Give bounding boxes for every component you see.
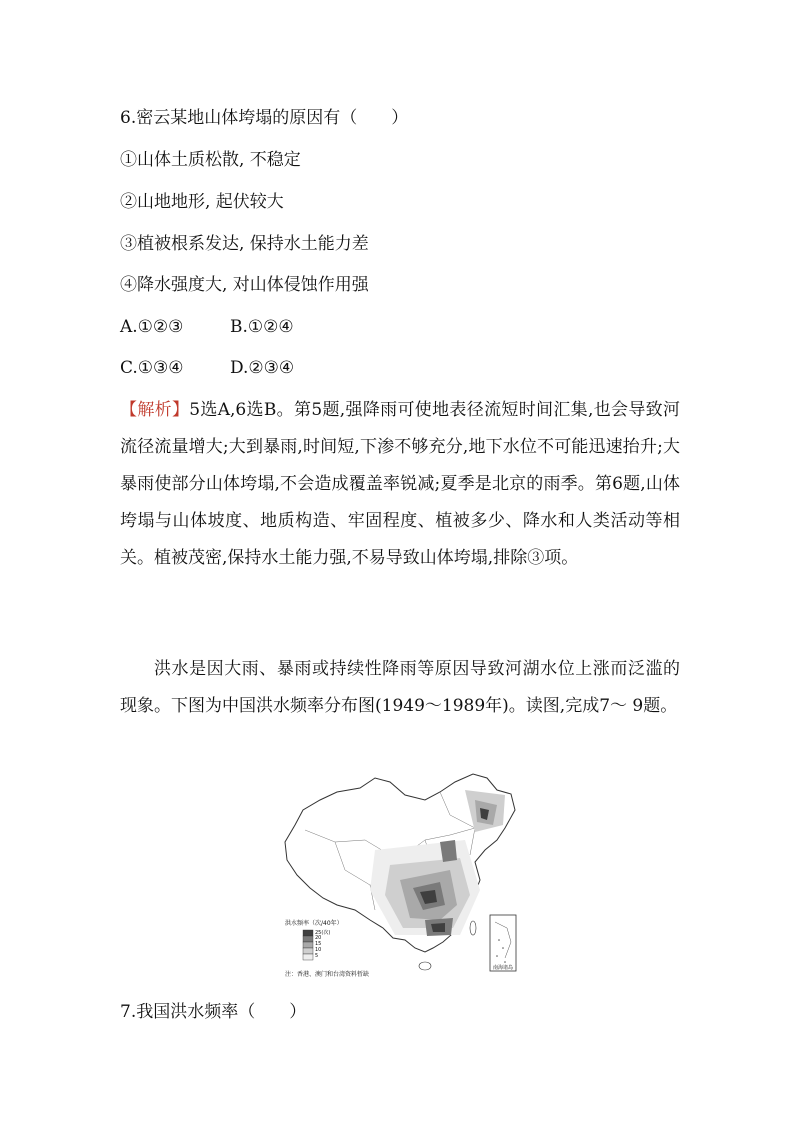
question-6-stem: 6.密云某地山体垮塌的原因有（ ） (120, 108, 409, 128)
frequency-region (440, 840, 457, 862)
legend-title: 洪水频率（次/40年） (285, 920, 343, 927)
legend-label-25: 25(次) (315, 930, 331, 936)
legend-swatch (303, 942, 313, 948)
legend-label-10: 10 (315, 947, 322, 953)
hainan-island (419, 962, 431, 970)
option-c[interactable]: C.①③④ (120, 358, 184, 378)
analysis-text: 5选A,6选B。第5题,强降雨可使地表径流短时间汇集,也会导致河流径流量增大;大到暴雨,时间短,下渗不够充分,地下水位不可能迅速抬升;大暴雨使部分山体垮塌,不会造成覆盖率锐减;夏季是北京的雨季。第6题,山体垮塌与山体坡度、地质构造、牢固程度、植被多少、降水和人类活动等相关。植被茂密,保持水土能力强,不易导致山体垮塌,排除③项。 (120, 400, 680, 568)
q6-item-2: ②山地地形, 起伏较大 (120, 192, 284, 212)
south-china-sea-inset (490, 915, 516, 971)
analysis-tag: 【解析】 (120, 400, 190, 420)
analysis-paragraph (120, 392, 680, 577)
frequency-region (431, 923, 445, 932)
q6-item-1: ①山体土质松散, 不稳定 (120, 150, 301, 170)
option-a[interactable]: A.①②③ (120, 317, 184, 337)
q6-item-4: ④降水强度大, 对山体侵蚀作用强 (120, 275, 369, 295)
china-map-graphic (275, 770, 520, 980)
taiwan-island (470, 921, 476, 935)
flood-frequency-map (275, 770, 520, 980)
map-note: 注：香港、澳门和台湾资料暂缺 (285, 971, 370, 978)
legend-label-20: 20 (315, 935, 322, 941)
q6-item-3: ③植被根系发达, 保持水土能力差 (120, 234, 369, 254)
legend-label-5: 5 (315, 953, 319, 959)
legend-swatch (303, 954, 313, 960)
legend-label-15: 15 (315, 941, 322, 947)
option-d[interactable]: D.②③④ (230, 358, 295, 378)
inset-label: 南海诸岛 (493, 965, 514, 971)
question-7-stem: 7.我国洪水频率（ ） (120, 1002, 307, 1022)
legend-swatch (303, 930, 313, 936)
legend-swatch (303, 936, 313, 942)
q6-options-row-1 (120, 317, 294, 337)
option-b[interactable]: B.①②④ (230, 317, 294, 337)
legend-swatch (303, 948, 313, 954)
intro-paragraph: 洪水是因大雨、暴雨或持续性降雨等原因导致河湖水位上涨而泛滥的现象。下图为中国洪水频率分布图(1949～1989年)。读图,完成7～ 9题。 (120, 659, 680, 716)
legend-swatches (303, 930, 313, 960)
q6-options-row-2 (120, 358, 294, 378)
